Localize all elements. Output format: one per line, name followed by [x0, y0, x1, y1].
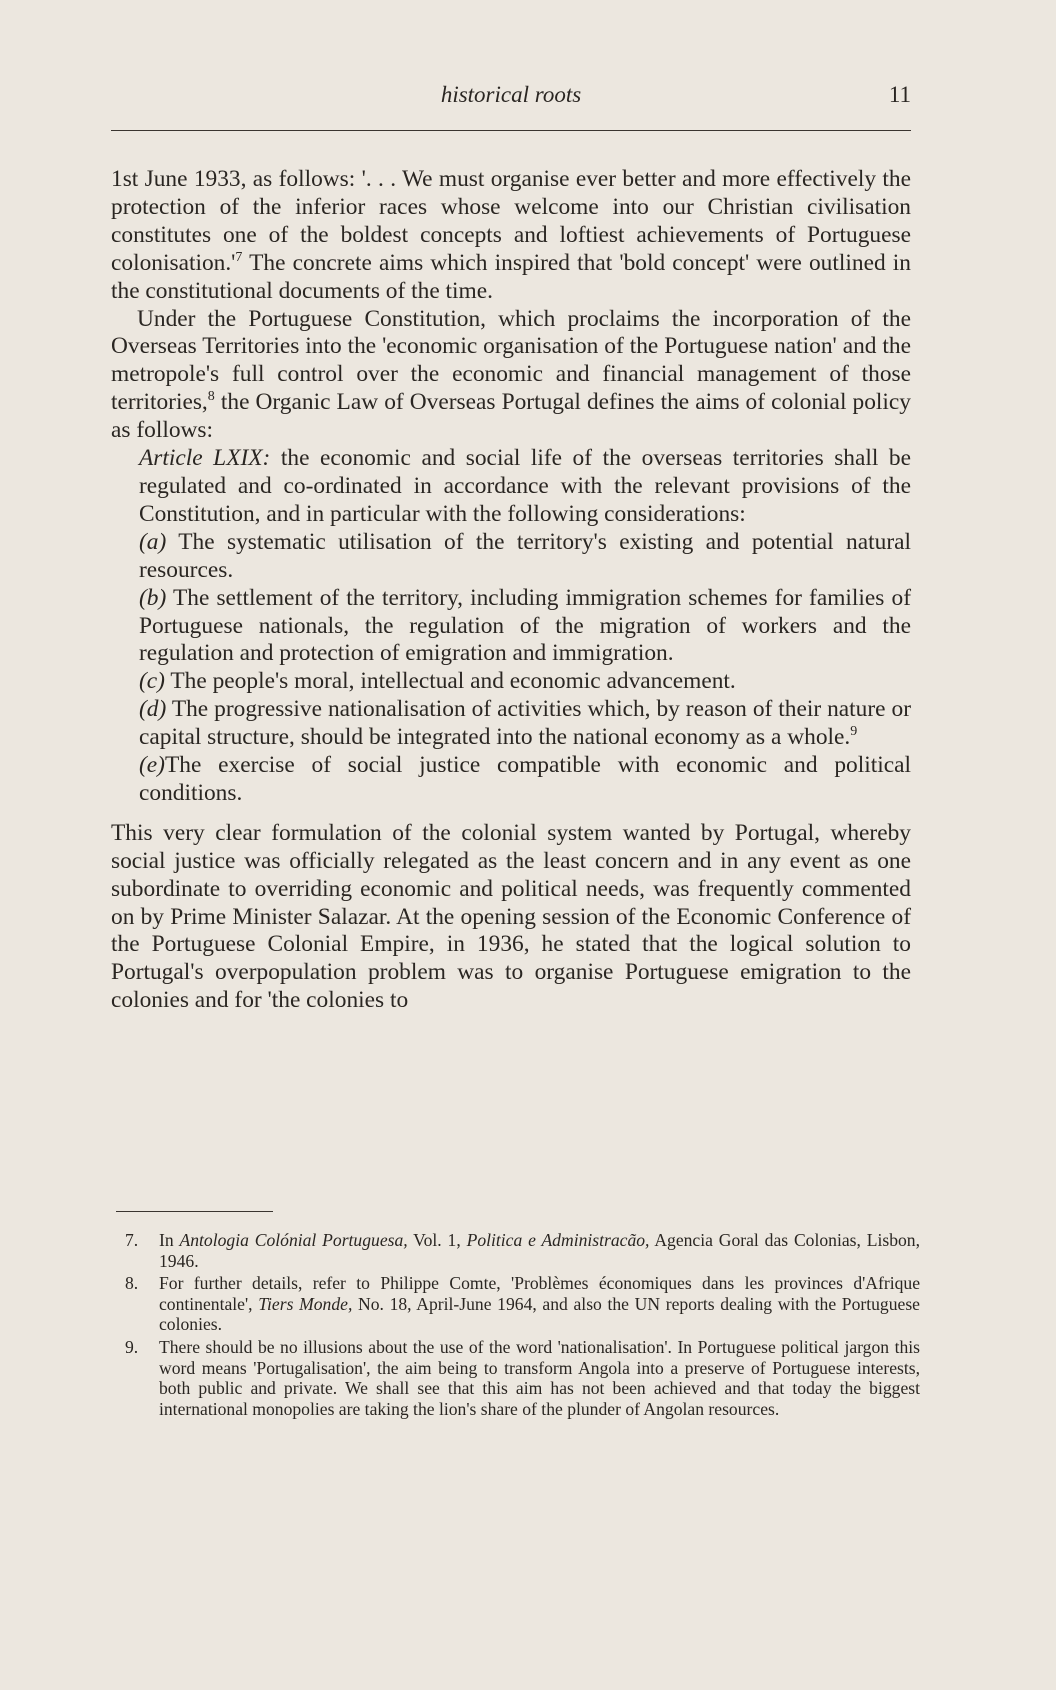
article-item-a	[139, 529, 911, 585]
paragraph-2-text: Under the Portuguese Constitution, which proclaims the incorporation of the Overseas Territories into the 'economic organisation of the Portuguese nation' and the metropole's full control over the economic and financial management of those territories,	[111, 305, 911, 416]
article-item-d	[139, 696, 911, 752]
running-title: historical roots	[440, 82, 582, 107]
footnote-ref-9: 9	[850, 724, 858, 740]
item-marker: (c)	[139, 668, 165, 695]
article-item-e	[139, 752, 911, 808]
footnote-text: Agencia Goral das Colonias, Lisbon, 1946.	[159, 1230, 921, 1271]
article-item-c	[139, 668, 911, 696]
paragraph-2-tail: the Organic Law of Overseas Portugal defines the aims of colonial policy as follows:	[111, 389, 911, 444]
item-marker: (b)	[139, 584, 167, 611]
header-rule	[111, 130, 911, 131]
item-marker: (e)	[139, 752, 165, 779]
footnote-ref-8: 8	[207, 389, 215, 405]
article-quote	[139, 445, 911, 808]
footnote-7	[116, 1230, 920, 1271]
footnote-italic-title: Antologia Colónial Portuguesa,	[179, 1230, 408, 1250]
item-text: The settlement of the territory, including immigration schemes for families of Portuguese nationals, the regulation of the migration of workers and the regulation and protection of emigration and immigration.	[139, 584, 911, 667]
item-marker: (d)	[139, 696, 167, 723]
article-text: the economic and social life of the overseas territories shall be regulated and co-ordinated in accordance with the relevant provisions of the Constitution, and in particular with the following considerations:	[139, 445, 911, 527]
body-text	[111, 166, 911, 1015]
footnote-text: In	[159, 1230, 180, 1250]
footnote-number: 7.	[125, 1230, 139, 1250]
footnote-text: There should be no illusions about the use of the word 'nationalisation'. In Portuguese political jargon this word means 'Portugalisation', the aim being to transform Angola into a preserve of Portuguese interests, both public and private. We shall see that this aim has not been achieved and that today the biggest international monopolies are taking the lion's share of the plunder of Angolan resources.	[159, 1336, 920, 1419]
footnote-9	[116, 1337, 920, 1419]
footnote-text: For further details, refer to Philippe Comte, 'Problèmes économiques dans les provinces d'Afrique continentale',	[159, 1273, 920, 1314]
item-text: The systematic utilisation of the territory's existing and potential natural resources.	[139, 528, 911, 583]
footnote-italic-title: Tiers Monde,	[258, 1293, 353, 1314]
item-marker: (a)	[139, 528, 167, 555]
item-text: The progressive nationalisation of activities which, by reason of their nature or capital structure, should be integrated into the national economy as a whole.	[139, 696, 911, 751]
footnote-8	[116, 1273, 920, 1335]
footnotes	[116, 1230, 920, 1421]
footnote-text: No. 18, April-June 1964, and also the UN reports dealing with the Portuguese colonies.	[159, 1293, 920, 1335]
running-head	[111, 80, 911, 114]
item-text: The exercise of social justice compatible with economic and political conditions.	[139, 752, 911, 806]
article-item-b	[139, 585, 911, 669]
footnote-ref-7: 7	[235, 249, 243, 265]
article-label: Article LXIX:	[139, 445, 271, 472]
footnote-number: 9.	[125, 1336, 139, 1357]
footnote-number: 8.	[125, 1273, 139, 1294]
article-intro	[139, 445, 911, 529]
footnote-italic-title: Politica e Administracão,	[466, 1230, 650, 1250]
page-number: 11	[888, 82, 911, 107]
paragraph-1-text: 1st June 1933, as follows: '. . . We must organise ever better and more effectively the protection of the inferior races whose welcome into our Christian civilisation constitutes one of the boldest concepts and loftiest achievements of Portuguese colonisation.'	[111, 166, 911, 276]
paragraph-1	[111, 166, 911, 306]
paragraph-1-tail: The concrete aims which inspired that 'bold concept' were outlined in the constitutional documents of the time.	[111, 249, 911, 304]
footnote-rule	[116, 1211, 273, 1212]
paragraph-2	[111, 306, 911, 446]
footnote-text: Vol. 1,	[407, 1230, 467, 1250]
item-text: The people's moral, intellectual and economic advancement.	[164, 668, 736, 695]
paragraph-3: This very clear formulation of the colonial system wanted by Portugal, whereby social justice was officially relegated as the least concern and in any event as one subordinate to overriding economic and political needs, was frequently commented on by Prime Minister Salazar. At the opening session of the Economic Conference of the Portuguese Colonial Empire, in 1936, he stated that the logical solution to Portugal's overpopulation problem was to organise Portuguese emigration to the colonies and for 'the colonies to	[111, 819, 911, 1014]
